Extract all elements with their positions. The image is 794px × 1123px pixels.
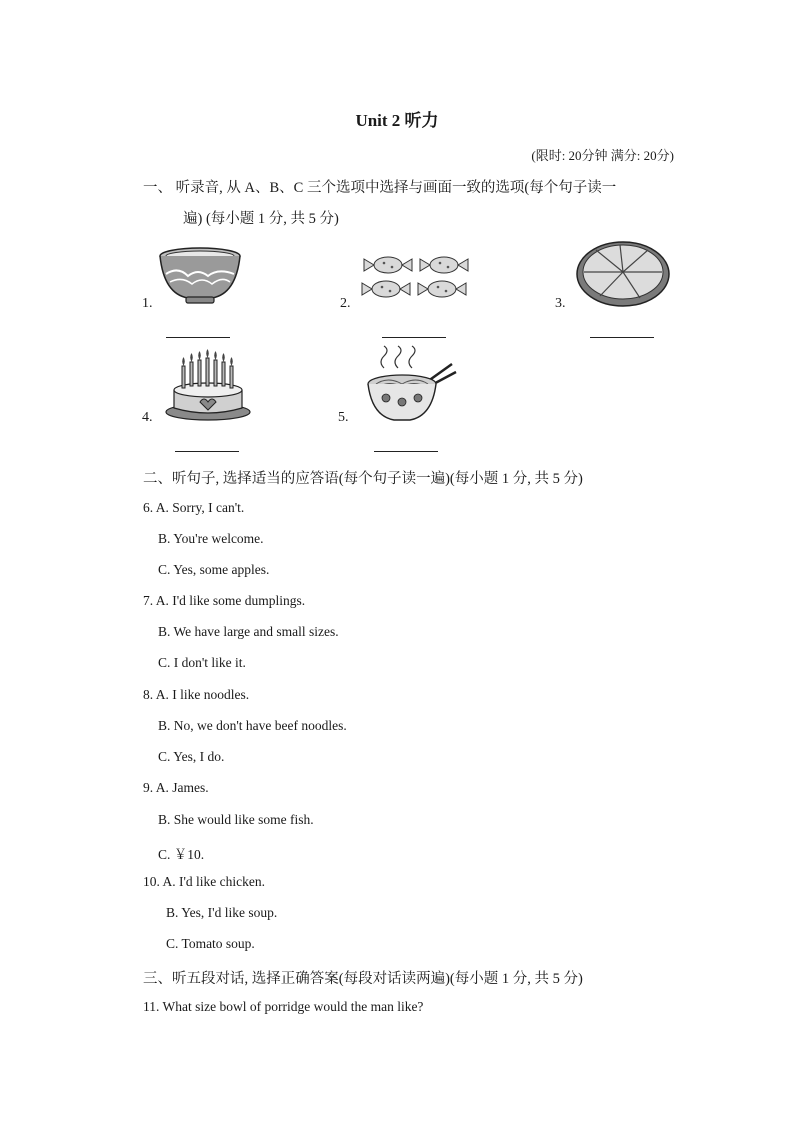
q8-option-a: 8. A. I like noodles. [143,687,250,702]
answer-blank-3[interactable] [590,337,654,338]
page-title: Unit 2 听力 [355,111,439,130]
picture-number-5: 5. [338,410,349,425]
picture-number-4: 4. [142,410,153,425]
pancake-icon [576,236,670,308]
birthday-cake-icon [164,350,252,422]
answer-blank-4[interactable] [175,451,239,452]
answer-blank-5[interactable] [374,451,438,452]
q6-option-c: C. Yes, some apples. [158,562,270,577]
picture-number-2: 2. [340,296,351,311]
q6-option-a: 6. A. Sorry, I can't. [143,500,245,515]
section2-heading: 二、听句子, 选择适当的应答语(每个句子读一遍)(每小题 1 分, 共 5 分) [143,471,583,487]
q8-option-c: C. Yes, I do. [158,749,225,764]
q10-option-a: 10. A. I'd like chicken. [143,874,266,889]
candy-icon [360,253,478,301]
time-limit: (限时: 20分钟 满分: 20分) [531,148,674,163]
q11-question: 11. What size bowl of porridge would the man like? [143,999,424,1014]
q7-option-a: 7. A. I'd like some dumplings. [143,593,306,608]
answer-blank-2[interactable] [382,337,446,338]
answer-blank-1[interactable] [166,337,230,338]
section3-heading: 三、听五段对话, 选择正确答案(每段对话读两遍)(每小题 1 分, 共 5 分) [143,971,583,987]
q6-option-b: B. You're welcome. [158,531,264,546]
noodles-bowl-icon [364,350,458,424]
q7-option-c: C. I don't like it. [158,655,246,670]
bowl-icon [158,246,242,306]
q9-option-a: 9. A. James. [143,780,209,795]
q10-option-c: C. Tomato soup. [166,936,255,951]
q9-option-c: C. ￥10. [158,847,205,862]
section1-heading-line1: 一、 听录音, 从 A、B、C 三个选项中选择与画面一致的选项(每个句子读一 [143,180,617,196]
picture-number-1: 1. [142,296,153,311]
picture-number-3: 3. [555,296,566,311]
section1-heading-line2: 遍) (每小题 1 分, 共 5 分) [183,211,339,227]
q9-option-b: B. She would like some fish. [158,812,314,827]
q7-option-b: B. We have large and small sizes. [158,624,339,639]
q8-option-b: B. No, we don't have beef noodles. [158,718,347,733]
q10-option-b: B. Yes, I'd like soup. [166,905,278,920]
